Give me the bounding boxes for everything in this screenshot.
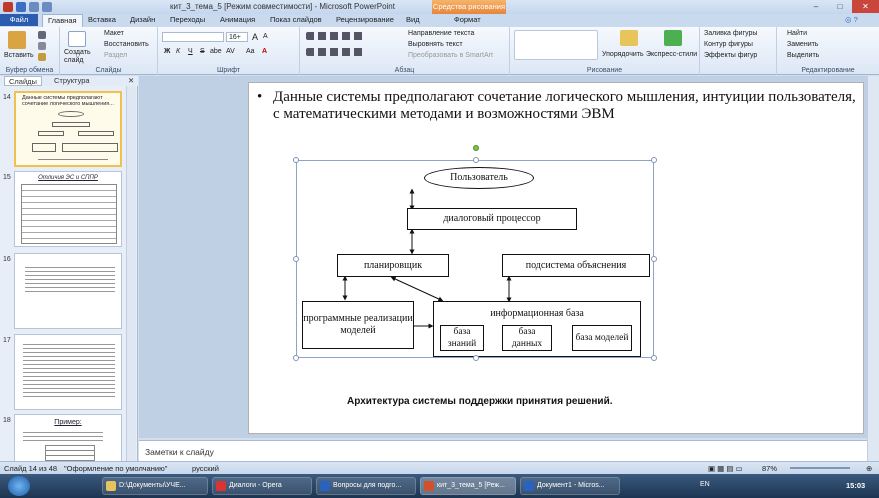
box-explanation[interactable]: подсистема объяснения [502,254,650,277]
new-slide-icon[interactable] [68,31,86,47]
list-icons[interactable] [306,32,366,40]
diagram-caption: Архитектура системы поддержки принятия решений. [347,396,613,407]
view-buttons[interactable]: ▣ ▦ ▤ ▭ [708,464,743,473]
shape-effects-button[interactable]: Эффекты фигур [704,52,758,59]
arrange-button[interactable]: Упорядочить [602,51,644,58]
slide-thumbnails-pane [0,86,138,461]
tab-file[interactable]: Файл [0,14,38,26]
group-drawing [510,27,700,75]
replace-button[interactable]: Заменить [787,41,819,48]
layout-button[interactable]: Макет [104,30,124,37]
resize-handle[interactable] [293,355,299,361]
paste-icon[interactable] [8,31,26,49]
shape-fill-button[interactable]: Заливка фигуры [704,30,758,37]
zoom-slider[interactable] [790,467,850,469]
group-slides [60,27,158,75]
notes-placeholder: Заметки к слайду [145,447,214,457]
zoom-level: 87% [762,464,778,473]
arrange-icon[interactable] [620,30,638,46]
box-user[interactable]: Пользователь [424,167,534,189]
slide-number: 15 [3,174,11,181]
resize-handle[interactable] [473,157,479,163]
underline-button[interactable]: Ч [188,48,193,55]
ribbon-tabs [0,14,879,27]
slide-vertical-scrollbar[interactable] [867,76,879,461]
group-label-paragraph: Абзац [394,67,415,74]
taskbar-item-word1[interactable]: Вопросы для подго... [316,477,416,495]
tab-animation[interactable]: Анимация [220,15,256,24]
language: русский [192,464,219,473]
slide-thumbnail-18[interactable] [14,414,122,461]
thumb-shape [78,131,114,136]
copy-icon[interactable] [38,42,46,50]
group-label-clipboard: Буфер обмена [5,67,54,74]
resize-handle[interactable] [473,355,479,361]
tab-outline-pane[interactable]: Структура [54,76,90,85]
tab-home[interactable]: Главная [42,14,83,27]
thumb-shape [62,143,118,152]
status-bar [0,461,879,474]
language-indicator[interactable]: EN [700,481,710,488]
thumb-text [23,429,103,441]
close-pane-icon[interactable]: ✕ [128,76,135,85]
resize-handle[interactable] [293,256,299,262]
app-icon[interactable] [3,2,13,12]
pane-tabs [0,76,138,86]
shapes-gallery[interactable] [514,30,598,60]
thumb-line [38,159,108,160]
grow-font-button[interactable]: A [252,32,259,42]
font-color-button[interactable]: A [262,48,268,55]
tab-transitions[interactable]: Переходы [170,15,206,24]
tab-review[interactable]: Рецензирование [336,15,394,24]
change-case-button[interactable]: Aa [246,48,255,55]
thumb-text [25,264,115,294]
group-label-drawing: Рисование [586,67,623,74]
box-infobase[interactable]: информационная база [433,301,641,357]
slide-thumbnail-16[interactable] [14,253,122,329]
group-label-editing: Редактирование [801,67,855,74]
bullet-text[interactable] [257,89,857,123]
shadow-button[interactable]: abe [210,48,222,55]
strike-button[interactable]: S [200,48,205,55]
clock[interactable]: 15:03 [846,481,866,490]
window-title: кит_3_тема_5 [Режим совместимости] - Microsoft PowerPoint [170,2,395,11]
find-button[interactable]: Найти [787,30,807,37]
tab-format[interactable]: Формат [454,15,481,24]
thumb-table [45,445,95,461]
tab-view[interactable]: Вид [406,15,420,24]
box-planner[interactable]: планировщик [337,254,449,277]
paste-button[interactable]: Вставить [4,52,34,59]
format-painter-icon[interactable] [38,53,46,61]
resize-handle[interactable] [651,157,657,163]
quick-styles-button[interactable]: Экспресс-стили [646,51,698,58]
box-program-models[interactable]: программные реализации моделей [302,301,414,349]
char-spacing-button[interactable]: AV [226,48,235,55]
slide-thumbnail-14[interactable] [14,91,122,167]
select-button[interactable]: Выделить [787,52,820,59]
minimize-button[interactable]: – [813,2,819,11]
box-knowledge-base[interactable]: база знаний [440,325,484,351]
slide-canvas [248,82,864,434]
shrink-font-button[interactable]: A [263,33,268,40]
group-clipboard [0,27,60,75]
theme-name: "Оформление по умолчанию" [64,464,168,473]
close-button[interactable]: ✕ [852,0,879,13]
arrow-planner-infobase [393,278,441,300]
start-button[interactable] [8,476,30,496]
bullet-icon: • [257,89,263,105]
slide-number: 14 [3,94,11,101]
title-bar [0,0,879,14]
text-direction-button[interactable]: Направление текста [408,30,475,37]
group-editing [776,27,879,75]
new-slide-button[interactable]: Создать слайд [64,49,91,64]
taskbar [0,474,879,498]
tab-slides-pane[interactable]: Слайды [4,76,42,86]
slide-thumbnail-15[interactable] [14,171,122,247]
diagram-group-selection[interactable] [296,160,654,358]
notes-pane[interactable] [139,440,867,461]
box-model-base[interactable]: база моделей [572,325,632,351]
thumb-shape [38,131,64,136]
tab-slideshow[interactable]: Показ слайдов [270,15,322,24]
group-label-font: Шрифт [216,67,241,74]
group-paragraph [300,27,510,75]
fit-window-icon[interactable]: ⊕ [866,464,873,473]
undo-icon[interactable] [29,2,39,12]
context-tab-drawing-tools: Средства рисования [432,0,506,14]
group-label-slides: Слайды [95,67,122,74]
taskbar-item-explorer[interactable]: D:\Документы\УЧЕ... [102,477,208,495]
resize-handle[interactable] [293,157,299,163]
rotate-handle[interactable] [473,145,479,151]
slide-counter: Слайд 14 из 48 [4,464,58,473]
font-size-combo[interactable]: 16+ [226,32,248,42]
taskbar-item-powerpoint[interactable]: кит_3_тема_5 [Реж... [420,477,516,495]
group-shape-format [700,27,776,75]
thumbnails-scrollbar[interactable] [126,86,136,461]
thumb-shape [58,111,84,117]
section-button[interactable]: Раздел [104,52,128,59]
maximize-button[interactable]: □ [837,2,843,11]
tab-insert[interactable]: Вставка [88,15,116,24]
box-dialog-processor[interactable]: диалоговый процессор [407,208,577,230]
group-font [158,27,300,75]
thumb-text [23,341,115,397]
quick-styles-icon[interactable] [664,30,682,46]
reset-button[interactable]: Восстановить [104,41,149,48]
slide-thumbnail-17[interactable] [14,334,122,410]
slide-number: 16 [3,256,11,263]
thumb-table [21,184,117,244]
taskbar-item-word2[interactable]: Документ1 - Micros... [520,477,620,495]
align-text-button[interactable]: Выровнять текст [408,41,463,48]
save-icon[interactable] [16,2,26,12]
resize-handle[interactable] [651,355,657,361]
help-icon[interactable]: ◎ ? [845,15,858,24]
thumb-shape [52,122,90,127]
tab-design[interactable]: Дизайн [130,15,156,24]
resize-handle[interactable] [651,256,657,262]
align-icons[interactable] [306,48,366,56]
italic-button[interactable]: К [176,48,181,55]
bold-button[interactable]: Ж [164,48,171,55]
cut-icon[interactable] [38,31,46,39]
font-name-combo[interactable] [162,32,224,42]
taskbar-item-opera[interactable]: Диалоги - Opera [212,477,312,495]
shape-outline-button[interactable]: Контур фигуры [704,41,753,48]
convert-smartart-button[interactable]: Преобразовать в SmartArt [408,52,493,59]
ribbon [0,27,879,75]
thumbnail-title: Отличия ЭС и СППР [38,175,98,181]
thumbnail-caption: Данные системы предполагают сочетание логического мышления... [22,95,114,107]
bullet-text-content: Данные системы предполагают сочетание логического мышления, интуиции пользователя, с математическими методами и возможностями ЭВМ [273,89,856,122]
redo-icon[interactable] [42,2,52,12]
box-database[interactable]: база данных [502,325,552,351]
thumbnail-title: Пример: [54,419,82,426]
slide-number: 18 [3,417,11,424]
slide-number: 17 [3,337,11,344]
thumb-shape [32,143,56,152]
